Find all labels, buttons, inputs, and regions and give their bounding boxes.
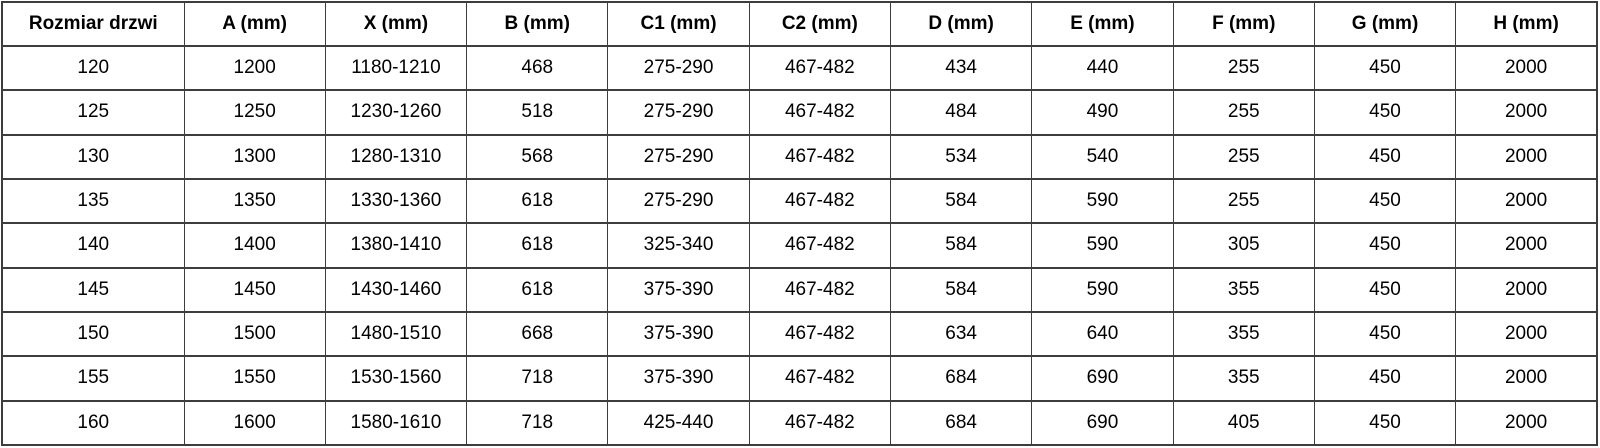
table-cell: 1250 — [184, 90, 325, 134]
table-cell: 255 — [1173, 179, 1314, 223]
table-cell: 2000 — [1456, 268, 1597, 312]
table-cell: 375-390 — [608, 268, 749, 312]
table-cell: 1600 — [184, 401, 325, 445]
column-header-d: D (mm) — [890, 2, 1031, 46]
table-cell: 255 — [1173, 90, 1314, 134]
column-header-h: H (mm) — [1456, 2, 1597, 46]
table-cell: 450 — [1314, 223, 1455, 267]
table-cell: 450 — [1314, 312, 1455, 356]
table-cell: 590 — [1032, 223, 1173, 267]
table-cell: 2000 — [1456, 90, 1597, 134]
table-cell: 2000 — [1456, 179, 1597, 223]
column-header-b: B (mm) — [467, 2, 608, 46]
table-cell: 1230-1260 — [325, 90, 466, 134]
table-cell: 450 — [1314, 135, 1455, 179]
table-cell: 2000 — [1456, 135, 1597, 179]
table-cell: 490 — [1032, 90, 1173, 134]
table-cell: 275-290 — [608, 46, 749, 90]
door-dimensions-table — [1, 1, 1598, 446]
table-header-row — [2, 2, 1597, 46]
table-cell: 160 — [2, 401, 184, 445]
table-cell: 518 — [467, 90, 608, 134]
table-cell: 1280-1310 — [325, 135, 466, 179]
table-cell: 275-290 — [608, 90, 749, 134]
table-cell: 155 — [2, 356, 184, 400]
table-cell: 440 — [1032, 46, 1173, 90]
table-cell: 467-482 — [749, 401, 890, 445]
table-row — [2, 401, 1597, 445]
table-row — [2, 135, 1597, 179]
table-cell: 590 — [1032, 268, 1173, 312]
table-cell: 355 — [1173, 312, 1314, 356]
table-cell: 467-482 — [749, 135, 890, 179]
table-cell: 468 — [467, 46, 608, 90]
spec-sheet-page — [0, 1, 1600, 448]
table-cell: 2000 — [1456, 46, 1597, 90]
table-cell: 325-340 — [608, 223, 749, 267]
table-cell: 1450 — [184, 268, 325, 312]
table-cell: 450 — [1314, 179, 1455, 223]
column-header-g: G (mm) — [1314, 2, 1455, 46]
column-header-rozmiar-drzwi: Rozmiar drzwi — [2, 2, 184, 46]
table-cell: 275-290 — [608, 135, 749, 179]
table-cell: 1530-1560 — [325, 356, 466, 400]
table-cell: 1500 — [184, 312, 325, 356]
table-cell: 255 — [1173, 46, 1314, 90]
table-row — [2, 223, 1597, 267]
table-cell: 355 — [1173, 356, 1314, 400]
table-cell: 690 — [1032, 356, 1173, 400]
table-cell: 467-482 — [749, 46, 890, 90]
table-cell: 425-440 — [608, 401, 749, 445]
table-row — [2, 46, 1597, 90]
table-cell: 450 — [1314, 401, 1455, 445]
table-cell: 540 — [1032, 135, 1173, 179]
table-cell: 718 — [467, 401, 608, 445]
table-cell: 305 — [1173, 223, 1314, 267]
table-cell: 618 — [467, 223, 608, 267]
column-header-c2: C2 (mm) — [749, 2, 890, 46]
table-cell: 467-482 — [749, 312, 890, 356]
table-cell: 1350 — [184, 179, 325, 223]
table-cell: 450 — [1314, 90, 1455, 134]
table-cell: 140 — [2, 223, 184, 267]
table-cell: 618 — [467, 268, 608, 312]
table-cell: 1200 — [184, 46, 325, 90]
table-cell: 150 — [2, 312, 184, 356]
table-row — [2, 179, 1597, 223]
table-cell: 467-482 — [749, 223, 890, 267]
table-cell: 2000 — [1456, 223, 1597, 267]
table-cell: 640 — [1032, 312, 1173, 356]
table-cell: 135 — [2, 179, 184, 223]
table-cell: 534 — [890, 135, 1031, 179]
table-cell: 1300 — [184, 135, 325, 179]
table-cell: 690 — [1032, 401, 1173, 445]
table-cell: 1400 — [184, 223, 325, 267]
table-row — [2, 90, 1597, 134]
table-cell: 375-390 — [608, 356, 749, 400]
column-header-c1: C1 (mm) — [608, 2, 749, 46]
table-cell: 467-482 — [749, 90, 890, 134]
table-cell: 467-482 — [749, 268, 890, 312]
table-body — [2, 46, 1597, 445]
table-cell: 2000 — [1456, 401, 1597, 445]
table-row — [2, 356, 1597, 400]
table-cell: 405 — [1173, 401, 1314, 445]
table-cell: 684 — [890, 356, 1031, 400]
table-cell: 355 — [1173, 268, 1314, 312]
table-cell: 584 — [890, 223, 1031, 267]
table-cell: 2000 — [1456, 312, 1597, 356]
table-cell: 618 — [467, 179, 608, 223]
table-row — [2, 312, 1597, 356]
table-cell: 255 — [1173, 135, 1314, 179]
table-cell: 568 — [467, 135, 608, 179]
table-cell: 1550 — [184, 356, 325, 400]
table-cell: 584 — [890, 179, 1031, 223]
table-cell: 2000 — [1456, 356, 1597, 400]
table-cell: 584 — [890, 268, 1031, 312]
column-header-f: F (mm) — [1173, 2, 1314, 46]
table-cell: 130 — [2, 135, 184, 179]
table-cell: 634 — [890, 312, 1031, 356]
table-cell: 450 — [1314, 268, 1455, 312]
table-cell: 1330-1360 — [325, 179, 466, 223]
table-cell: 1480-1510 — [325, 312, 466, 356]
table-row — [2, 268, 1597, 312]
column-header-x: X (mm) — [325, 2, 466, 46]
table-cell: 375-390 — [608, 312, 749, 356]
table-cell: 275-290 — [608, 179, 749, 223]
table-cell: 684 — [890, 401, 1031, 445]
table-cell: 718 — [467, 356, 608, 400]
column-header-e: E (mm) — [1032, 2, 1173, 46]
table-cell: 1430-1460 — [325, 268, 466, 312]
table-cell: 1180-1210 — [325, 46, 466, 90]
table-cell: 120 — [2, 46, 184, 90]
table-cell: 467-482 — [749, 179, 890, 223]
table-cell: 1380-1410 — [325, 223, 466, 267]
table-cell: 450 — [1314, 46, 1455, 90]
column-header-a: A (mm) — [184, 2, 325, 46]
table-cell: 145 — [2, 268, 184, 312]
table-cell: 125 — [2, 90, 184, 134]
table-cell: 467-482 — [749, 356, 890, 400]
table-cell: 450 — [1314, 356, 1455, 400]
table-cell: 1580-1610 — [325, 401, 466, 445]
table-cell: 434 — [890, 46, 1031, 90]
table-cell: 668 — [467, 312, 608, 356]
table-cell: 484 — [890, 90, 1031, 134]
table-cell: 590 — [1032, 179, 1173, 223]
